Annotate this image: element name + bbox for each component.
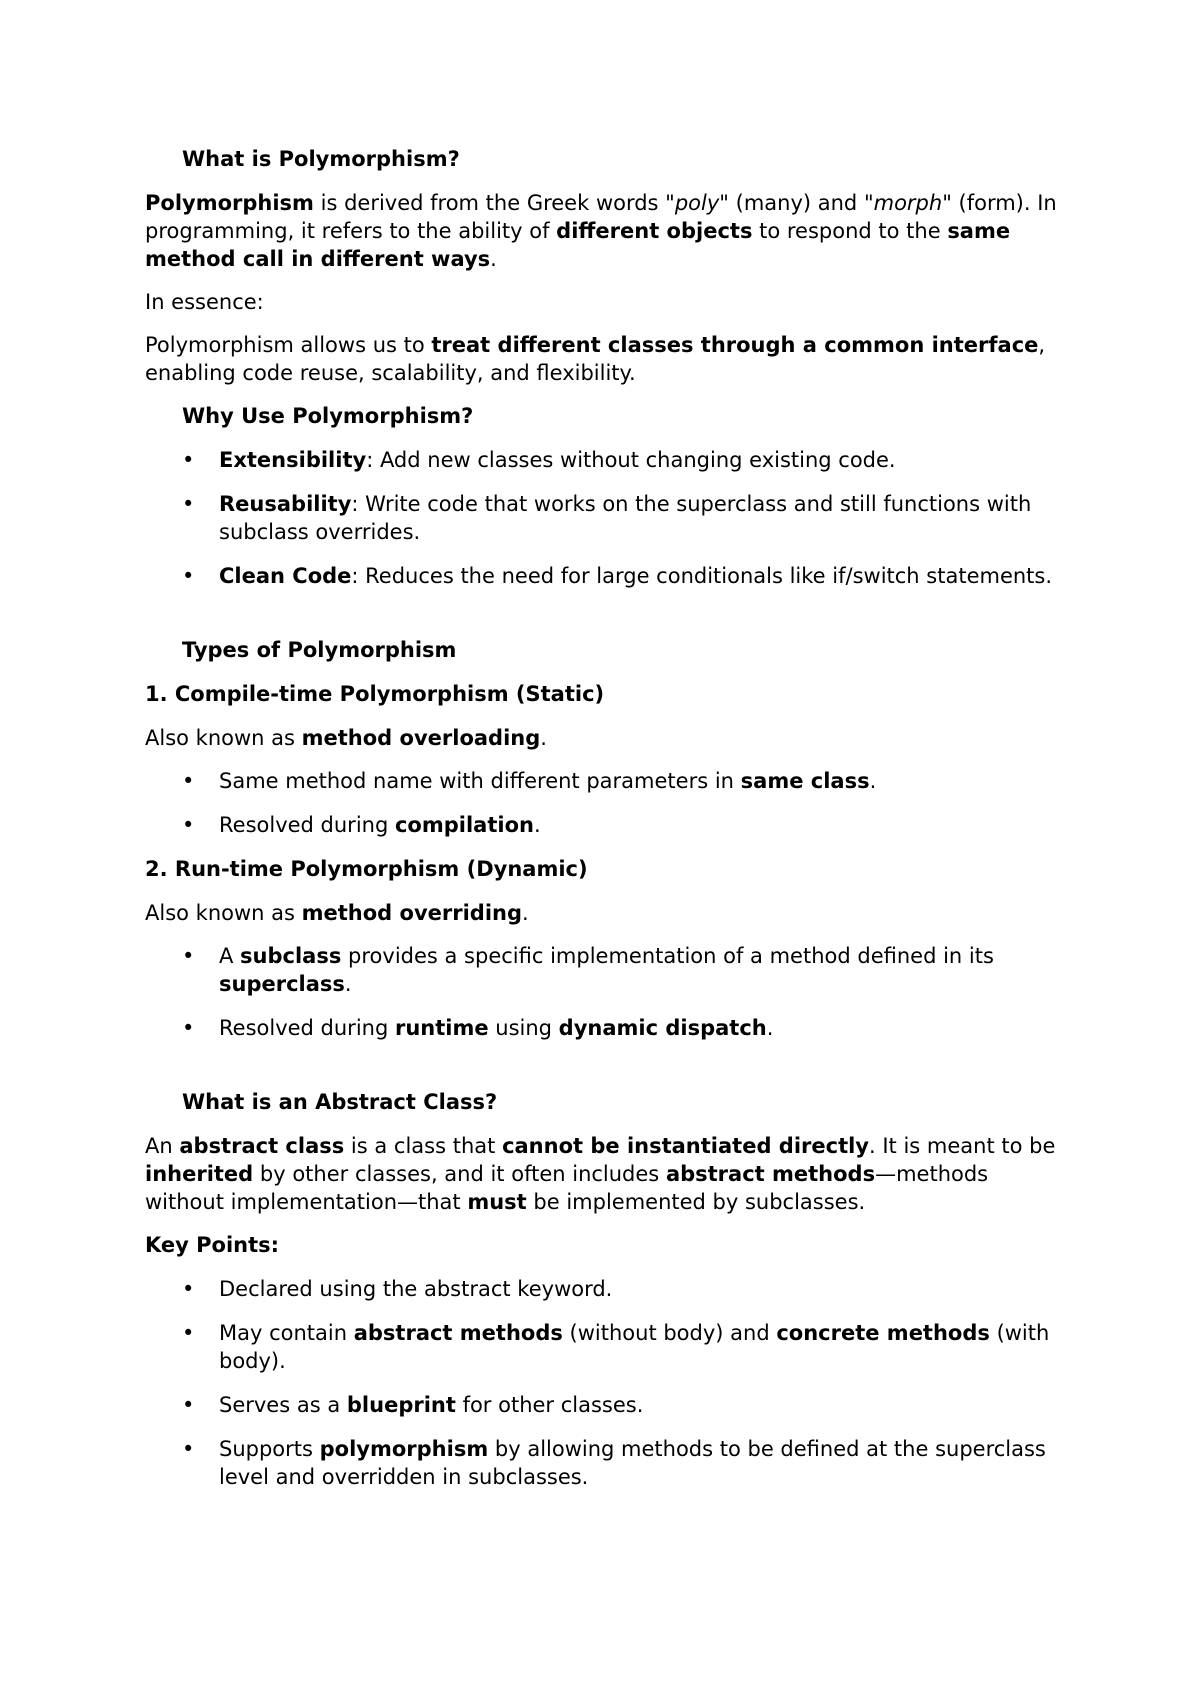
heading-abstract-class: What is an Abstract Class? xyxy=(182,1090,498,1114)
document-page xyxy=(145,145,1070,1507)
key-points-list xyxy=(145,1275,1070,1491)
bullet-icon: • xyxy=(182,1437,195,1461)
bullet-icon: • xyxy=(182,1277,195,1301)
bullet-icon: • xyxy=(182,1393,195,1417)
paragraph-abstract-class-definition: An abstract class is a class that cannot be instantiated directly. It is meant to be inherited by other classes, and it often includes abstract methods—methods without implementation—that must be implemented by subclasses. xyxy=(145,1134,1056,1214)
bullet-icon: • xyxy=(182,448,195,472)
spacer xyxy=(145,606,1070,636)
paragraph-method-overriding: Also known as method overriding. xyxy=(145,901,529,925)
list-item: • Same method name with different parameters in same class. xyxy=(182,769,877,793)
list-item: • A subclass provides a specific implementation of a method defined in its superclass. xyxy=(182,944,994,996)
heading-key-points: Key Points: xyxy=(145,1233,280,1257)
compile-time-list xyxy=(145,767,1070,839)
paragraph-in-essence: In essence: xyxy=(145,290,264,314)
list-item: • Resolved during compilation. xyxy=(182,813,541,837)
list-item: • Extensibility: Add new classes without changing existing code. xyxy=(182,448,896,472)
spacer xyxy=(145,1058,1070,1088)
why-use-list xyxy=(145,446,1070,590)
heading-run-time: 2. Run-time Polymorphism (Dynamic) xyxy=(145,857,588,881)
heading-what-is-polymorphism: What is Polymorphism? xyxy=(182,147,460,171)
list-item: • May contain abstract methods (without body) and concrete methods (with body). xyxy=(182,1321,1050,1373)
list-item: • Resolved during runtime using dynamic dispatch. xyxy=(182,1016,774,1040)
heading-types-of-polymorphism: Types of Polymorphism xyxy=(182,638,457,662)
run-time-list xyxy=(145,942,1070,1042)
paragraph-method-overloading: Also known as method overloading. xyxy=(145,726,547,750)
heading-compile-time: 1. Compile-time Polymorphism (Static) xyxy=(145,682,605,706)
bullet-icon: • xyxy=(182,564,195,588)
list-item: • Reusability: Write code that works on the superclass and still functions with subclass overrides. xyxy=(182,492,1032,544)
paragraph-polymorphism-summary: Polymorphism allows us to treat different classes through a common interface, enabling code reuse, scalability, and flexibility. xyxy=(145,333,1046,385)
list-item: • Supports polymorphism by allowing methods to be defined at the superclass level and overridden in subclasses. xyxy=(182,1437,1046,1489)
list-item: • Clean Code: Reduces the need for large conditionals like if/switch statements. xyxy=(182,564,1053,588)
paragraph-polymorphism-definition: Polymorphism is derived from the Greek words "poly" (many) and "morph" (form). In programming, it refers to the ability of different objects to respond to the same method call in different ways. xyxy=(145,191,1057,271)
bullet-icon: • xyxy=(182,813,195,837)
list-item: • Declared using the abstract keyword. xyxy=(182,1277,613,1301)
bullet-icon: • xyxy=(182,769,195,793)
bullet-icon: • xyxy=(182,1016,195,1040)
bullet-icon: • xyxy=(182,1321,195,1345)
bullet-icon: • xyxy=(182,492,195,516)
list-item: • Serves as a blueprint for other classes. xyxy=(182,1393,644,1417)
heading-why-use-polymorphism: Why Use Polymorphism? xyxy=(182,404,474,428)
bullet-icon: • xyxy=(182,944,195,968)
